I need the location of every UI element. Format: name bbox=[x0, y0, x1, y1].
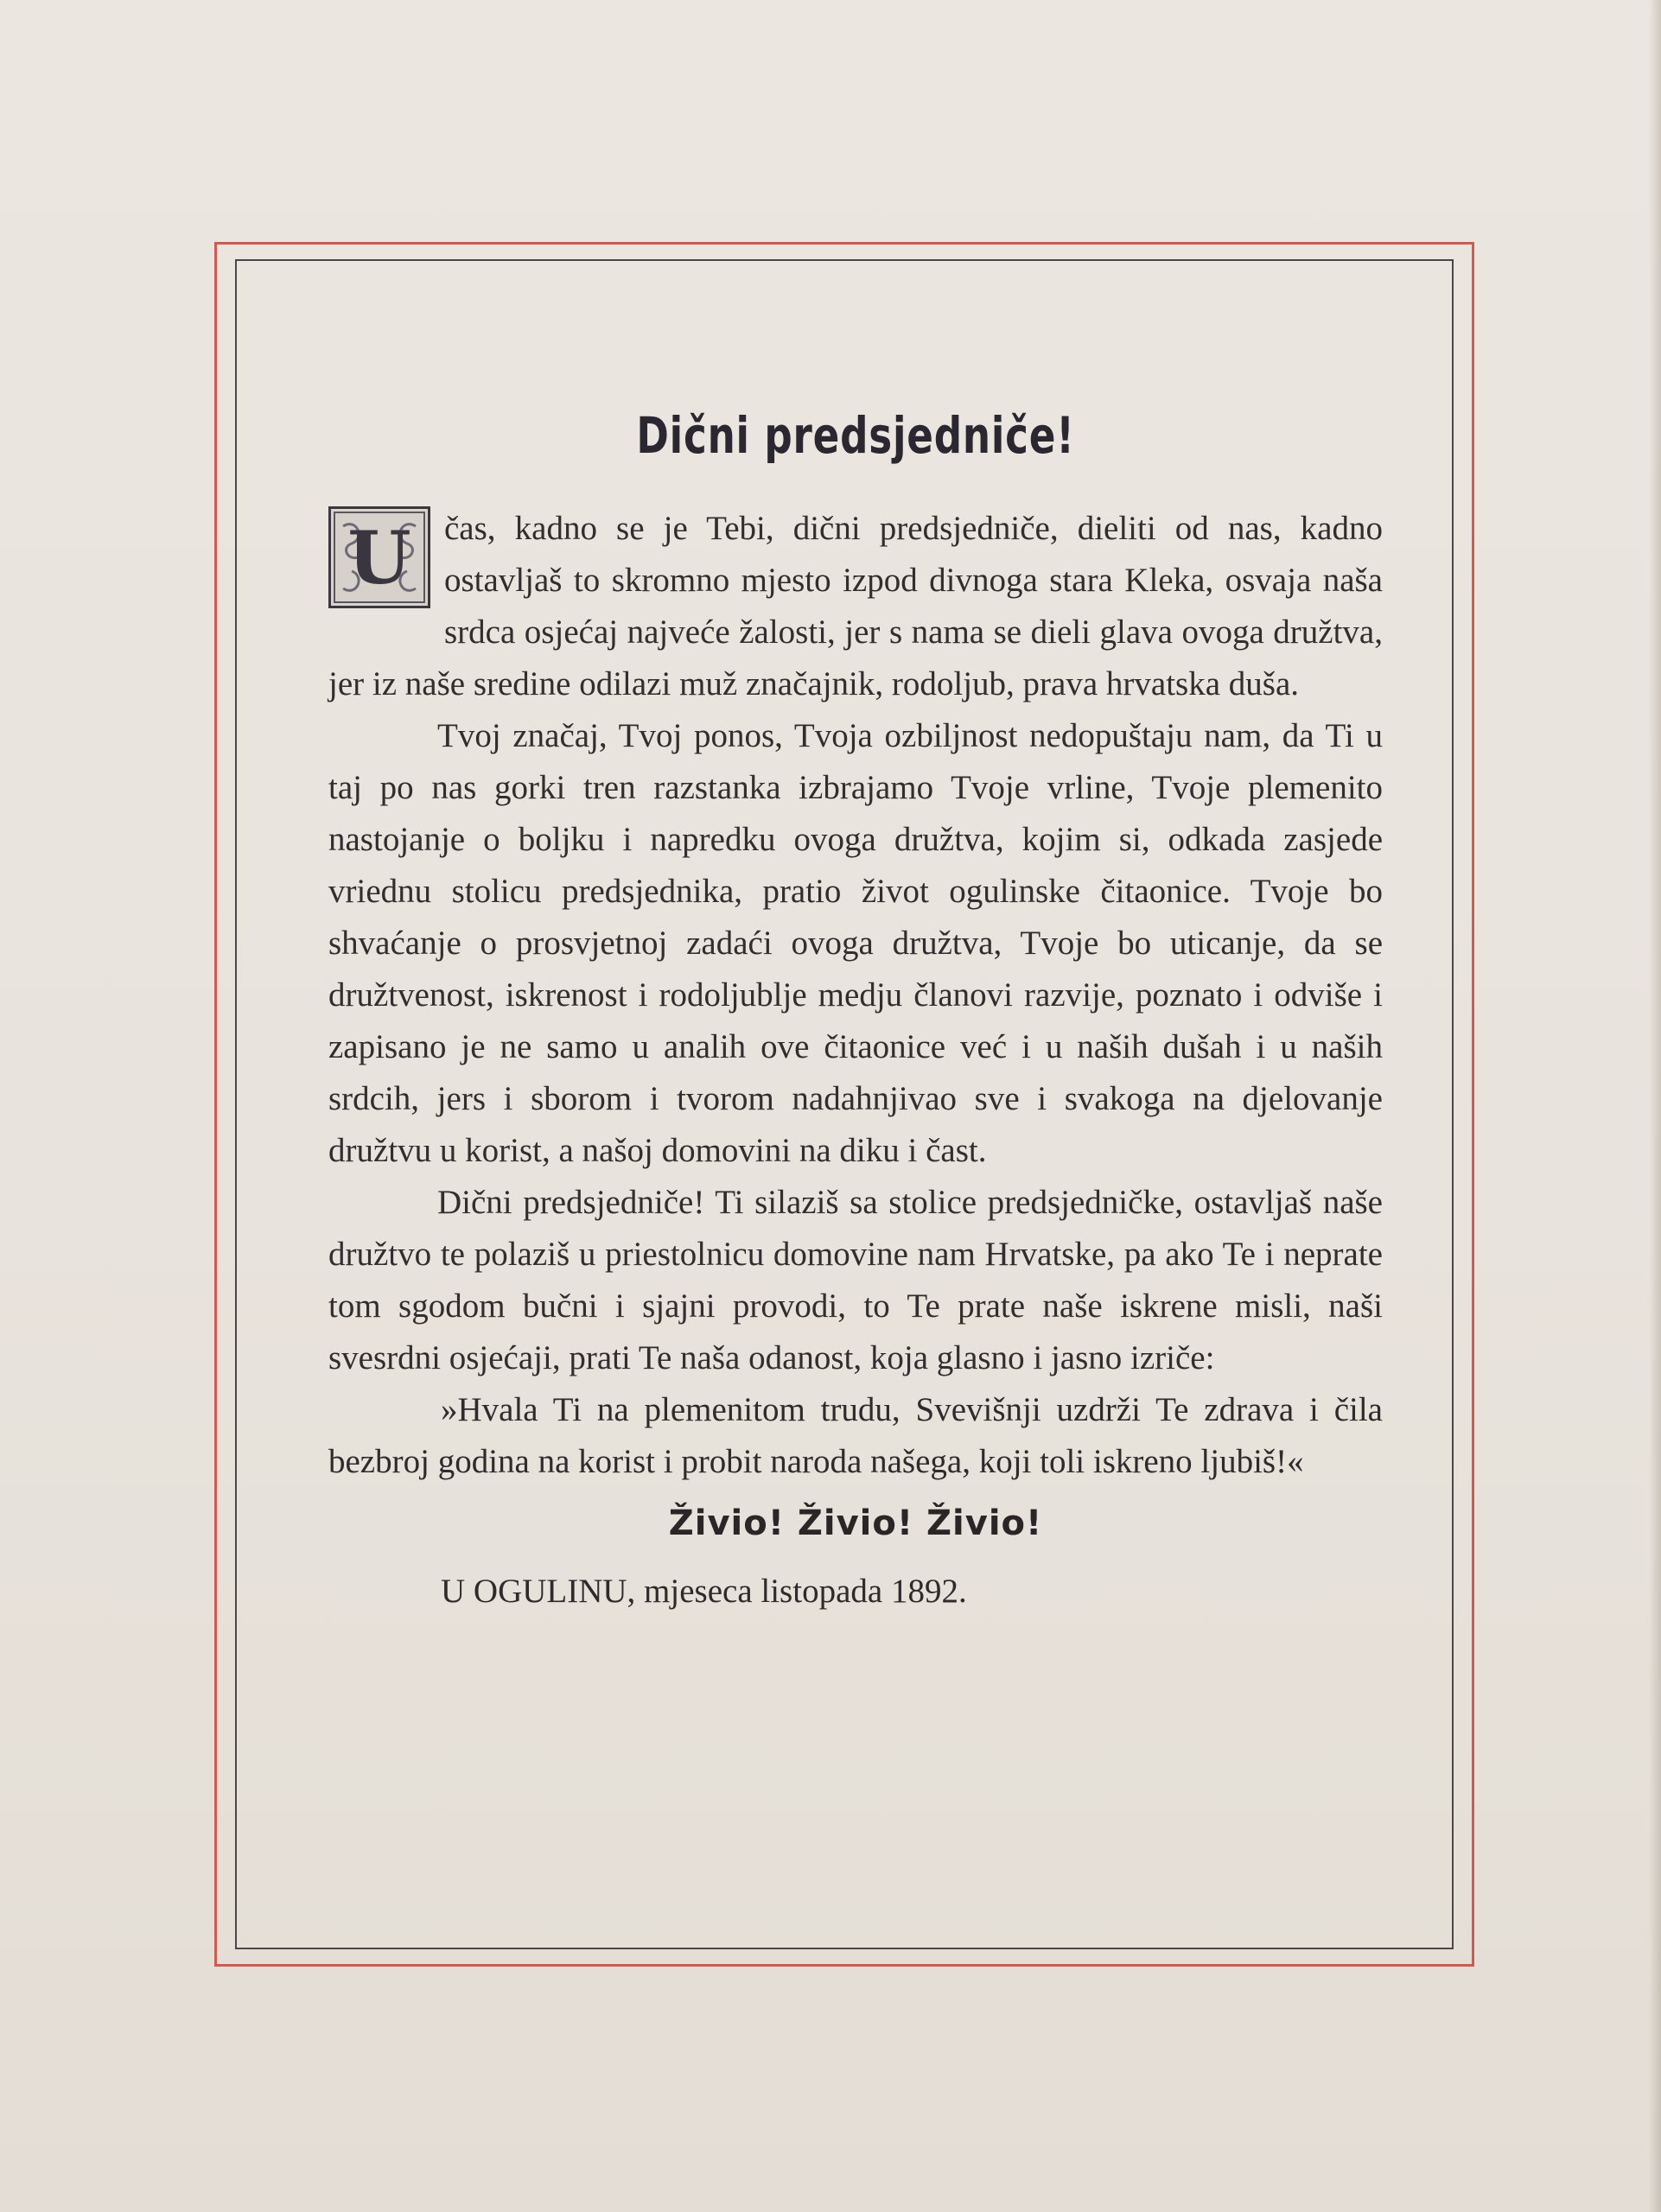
place-and-date: U OGULINU, mjeseca listopada 1892. bbox=[441, 1573, 967, 1610]
paragraph-2: Tvoj značaj, Tvoj ponos, Tvoja ozbiljnost nedopuštaju nam, da Ti u taj po nas gorki tren razstanka izbrajamo Tvoje vrline, Tvoje plemenito nastojanje o boljku i napredku ovoga družtva, kojim si, odkada zasjede vriednu stolicu predsjednika, pratio život ogulinske čitaonice. Tvoje bo shvaćanje o prosvjetnoj zadaći ovoga družtva, Tvoje bo uticanje, da se družtvenost, iskrenost i rodoljublje medju članovi razvije, poznato i odviše i zapisano je ne samo u analih ove čitaonice već i u naših dušah i u naših srdcih, jers i sborom i tvorom nadahnjivao sve i svakoga na djelovanje družtvu u korist, a našoj domovini na diku i čast. bbox=[328, 717, 1383, 1169]
svg-text:U: U bbox=[347, 515, 411, 601]
page-title: Dični predsjedniče! bbox=[636, 406, 1075, 465]
paragraph-3: Dični predsjedniče! Ti silaziš sa stolice predsjedničke, ostavljaš naše družtvo te polaziš u priestolnicu domovine nam Hrvatske, pa ako Te i neprate tom sgodom bučni i sjajni provodi, to Te prate naše iskrene misli, naši svesrdni osjećaji, prati Te naša odanost, koja glasno i jasno izriče: bbox=[328, 1184, 1383, 1376]
ornament-icon bbox=[331, 509, 428, 606]
drop-cap-ornament bbox=[328, 506, 430, 608]
acclaim-heading: Živio! Živio! Živio! bbox=[668, 1503, 1043, 1543]
paragraph-1-text: čas, kadno se je Tebi, dični predsjedniče, dieliti od nas, kadno ostavljaš to skromno mjesto izpod divnoga stara Kleka, osvaja naša srdca osjećaj najveće žalosti, jer s nama se dieli glava ovoga družtva, jer iz naše sredine odilazi muž značajnik, rodoljub, prava hrvatska duša. bbox=[328, 510, 1383, 702]
quotation: »Hvala Ti na plemenitom trudu, Svevišnji uzdrži Te zdrava i čila bezbroj godina na korist i probit naroda našega, koji toli iskreno ljubiš!« bbox=[328, 1391, 1383, 1480]
page-edge-shadow bbox=[1649, 0, 1661, 2212]
paragraph-1 bbox=[328, 503, 1383, 710]
document-body bbox=[328, 406, 1383, 1618]
